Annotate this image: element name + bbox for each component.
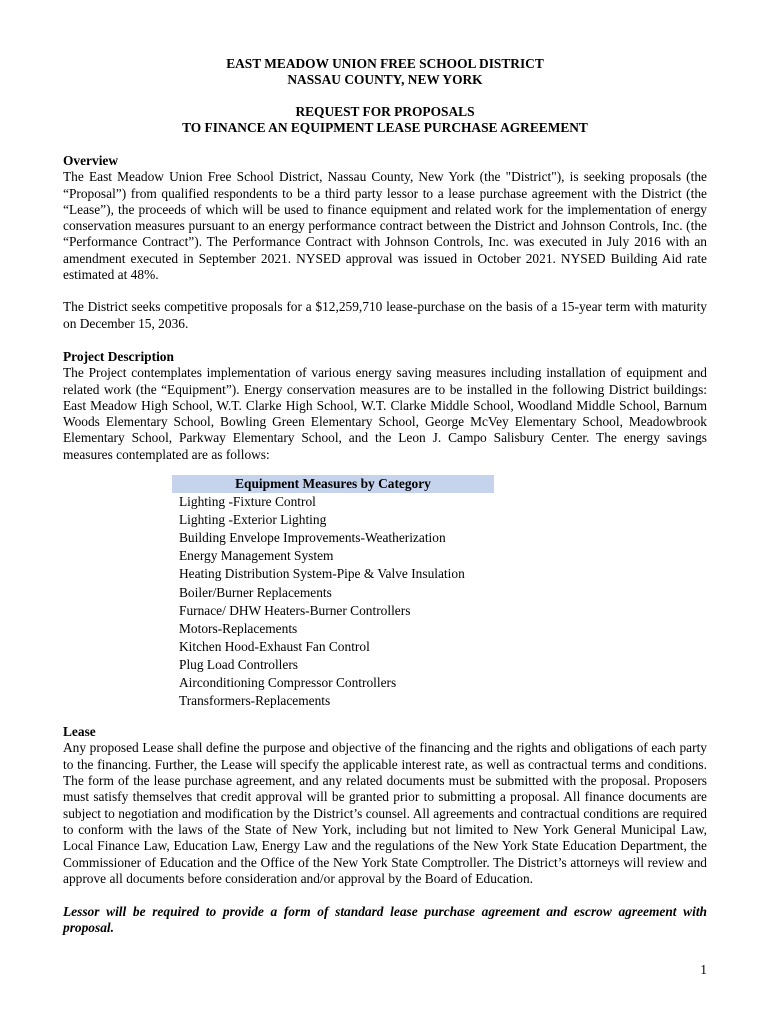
lease-paragraph: Any proposed Lease shall define the purpose and objective of the financing and the rights and obligations of each party to the financing. Further, the Lease will specify the applicable interest rate, as well as contractual terms and conditions. The form of the lease purchase agreement, and any related documents must be submitted with the proposal. Proposers must satisfy themselves that credit approval will be granted prior to submitting a proposal. All finance documents are subject to negotiation and modification by the District’s counsel. All agreements and contractual conditions are required to conform with the laws of the State of New York, including but not limited to New York General Municipal Law, Local Finance Law, Education Law, Energy Law and the regulations of the New York State Education Department, the Commissioner of Education and the Office of the New York State Comptroller. The District’s attorneys will review and approve all documents before consideration and/or approval by the Board of Education. — [63, 740, 707, 886]
project-description-heading: Project Description — [63, 348, 174, 364]
equipment-measure-item: Airconditioning Compressor Controllers — [179, 674, 397, 690]
rfp-title-line1: REQUEST FOR PROPOSALS — [295, 104, 475, 119]
equipment-measures-heading: Equipment Measures by Category — [172, 475, 494, 493]
equipment-measure-item: Furnace/ DHW Heaters-Burner Controllers — [179, 602, 411, 618]
equipment-measure-item: Plug Load Controllers — [179, 656, 299, 672]
district-name: EAST MEADOW UNION FREE SCHOOL DISTRICT — [226, 56, 544, 71]
project-description-paragraph: The Project contemplates implementation of various energy saving measures including installation of equipment and related work (the “Equipment”). Energy conservation measures are to be installed in the following District buildings: East Meadow High School, W.T. Clarke High School, W.T. Clarke Middle School, Woodland Middle School, Barnum Woods Elementary School, Bowling Green Elementary School, George McVey Elementary School, Meadowbrook Elementary School, Parkway Elementary School, and the Leon J. Campo Salisbury Center. The energy savings measures contemplated are as follows: — [63, 365, 707, 462]
equipment-measure-item: Heating Distribution System-Pipe & Valve Insulation — [179, 566, 465, 582]
equipment-measure-item: Energy Management System — [179, 548, 334, 564]
document-page — [63, 56, 707, 937]
equipment-measure-item: Lighting -Fixture Control — [179, 494, 316, 510]
equipment-measures-list — [172, 493, 494, 710]
rfp-title — [63, 104, 707, 136]
overview-paragraph-2: The District seeks competitive proposals for a $12,259,710 lease-purchase on the basis of a 15-year term with maturity on December 15, 2036. — [63, 299, 707, 331]
overview-paragraph-1: The East Meadow Union Free School District, Nassau County, New York (the "District"), is seeking proposals (the “Proposal”) from qualified respondents to be a third party lessor to a lease purchase agreement with the District (the “Lease”), the proceeds of which will be used to finance equipment and related work for the implementation of energy conservation measures pursuant to an energy performance contract between the District and Johnson Controls, Inc. (the “Performance Contract”). The Performance Contract with Johnson Controls, Inc. was executed in July 2016 with an amendment executed in September 2021. NYSED approval was issued in October 2021. NYSED Building Aid rate estimated at 48%. — [63, 169, 707, 283]
equipment-measure-item: Lighting -Exterior Lighting — [179, 512, 327, 528]
page-number: 1 — [700, 962, 707, 977]
rfp-title-line2: TO FINANCE AN EQUIPMENT LEASE PURCHASE AGREEMENT — [182, 120, 588, 135]
equipment-measure-item: Transformers-Replacements — [179, 693, 331, 709]
document-header — [63, 56, 707, 88]
equipment-measure-item: Building Envelope Improvements-Weatherization — [179, 530, 446, 546]
overview-heading: Overview — [63, 153, 119, 168]
equipment-measure-item: Kitchen Hood-Exhaust Fan Control — [179, 638, 370, 654]
lease-heading: Lease — [63, 724, 96, 740]
county-name: NASSAU COUNTY, NEW YORK — [287, 72, 483, 87]
equipment-measure-item: Motors-Replacements — [179, 620, 298, 636]
equipment-measures-table — [172, 475, 494, 710]
lessor-requirement-note: Lessor will be required to provide a form of standard lease purchase agreement and escrow agreement with proposal. — [63, 904, 707, 936]
equipment-measure-item: Boiler/Burner Replacements — [179, 584, 332, 600]
